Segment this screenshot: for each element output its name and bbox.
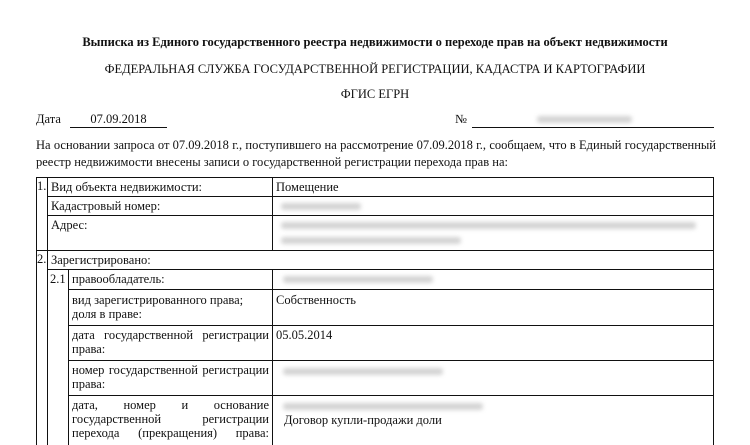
cadastral-value-redacted [273,198,713,214]
number-value-redacted [472,112,714,128]
row-number: 1. [37,179,47,193]
number-label: № [455,112,467,126]
reg-number-label: номер государственной регистрации права: [72,363,269,391]
object-type-value: Помещение [276,180,339,194]
basis-value [273,397,713,445]
table-line [47,215,713,216]
holder-label: правообладатель: [72,272,165,286]
registered-label: Зарегистрировано: [51,253,151,267]
intro-paragraph: На основании запроса от 07.09.2018 г., поступившего на рассмотрение 07.09.2018 г., сообщаем, что в Единый государственный реестр недвижимости внесены записи о государственной регистрации перехода прав на: [36,138,716,169]
right-type-value: Собственность [276,293,356,307]
date-value: 07.09.2018 [70,112,167,128]
reg-number-value-redacted [273,362,713,394]
cadastral-label: Кадастровый номер: [51,199,161,213]
table-line [36,177,713,178]
document-title: Выписка из Единого государственного реестра недвижимости о переходе прав на объект недвижимости [82,35,668,49]
subrow-number: 2.1 [50,272,66,286]
system-name: ФГИС ЕГРН [340,87,410,101]
address-value-redacted [273,217,713,249]
holder-value-redacted [273,271,713,288]
basis-redacted [283,403,483,410]
address-label: Адрес: [51,218,88,232]
reg-date-value: 05.05.2014 [276,328,333,342]
table-line [68,325,713,326]
right-type-label: вид зарегистрированного права; доля в праве: [72,293,244,321]
basis-label: дата, номер и основание государственной регистрации перехода (прекращения) права: [72,398,269,440]
row-number: 2. [37,252,47,266]
reg-date-label: дата государственной регистрации права: [72,328,269,356]
table-line [36,177,37,445]
basis-value-text: Договор купли-продажи доли [284,413,442,427]
object-type-label: Вид объекта недвижимости: [51,180,203,194]
table-line [68,289,713,290]
table-line [713,177,714,445]
table-line [36,250,713,251]
agency-name: ФЕДЕРАЛЬНАЯ СЛУЖБА ГОСУДАРСТВЕННОЙ РЕГИСТРАЦИИ, КАДАСТРА И КАРТОГРАФИИ [104,62,646,76]
table-line [47,269,713,270]
table-line [68,395,713,396]
table-line [68,360,713,361]
table-line [47,196,713,197]
date-label: Дата [36,112,61,126]
